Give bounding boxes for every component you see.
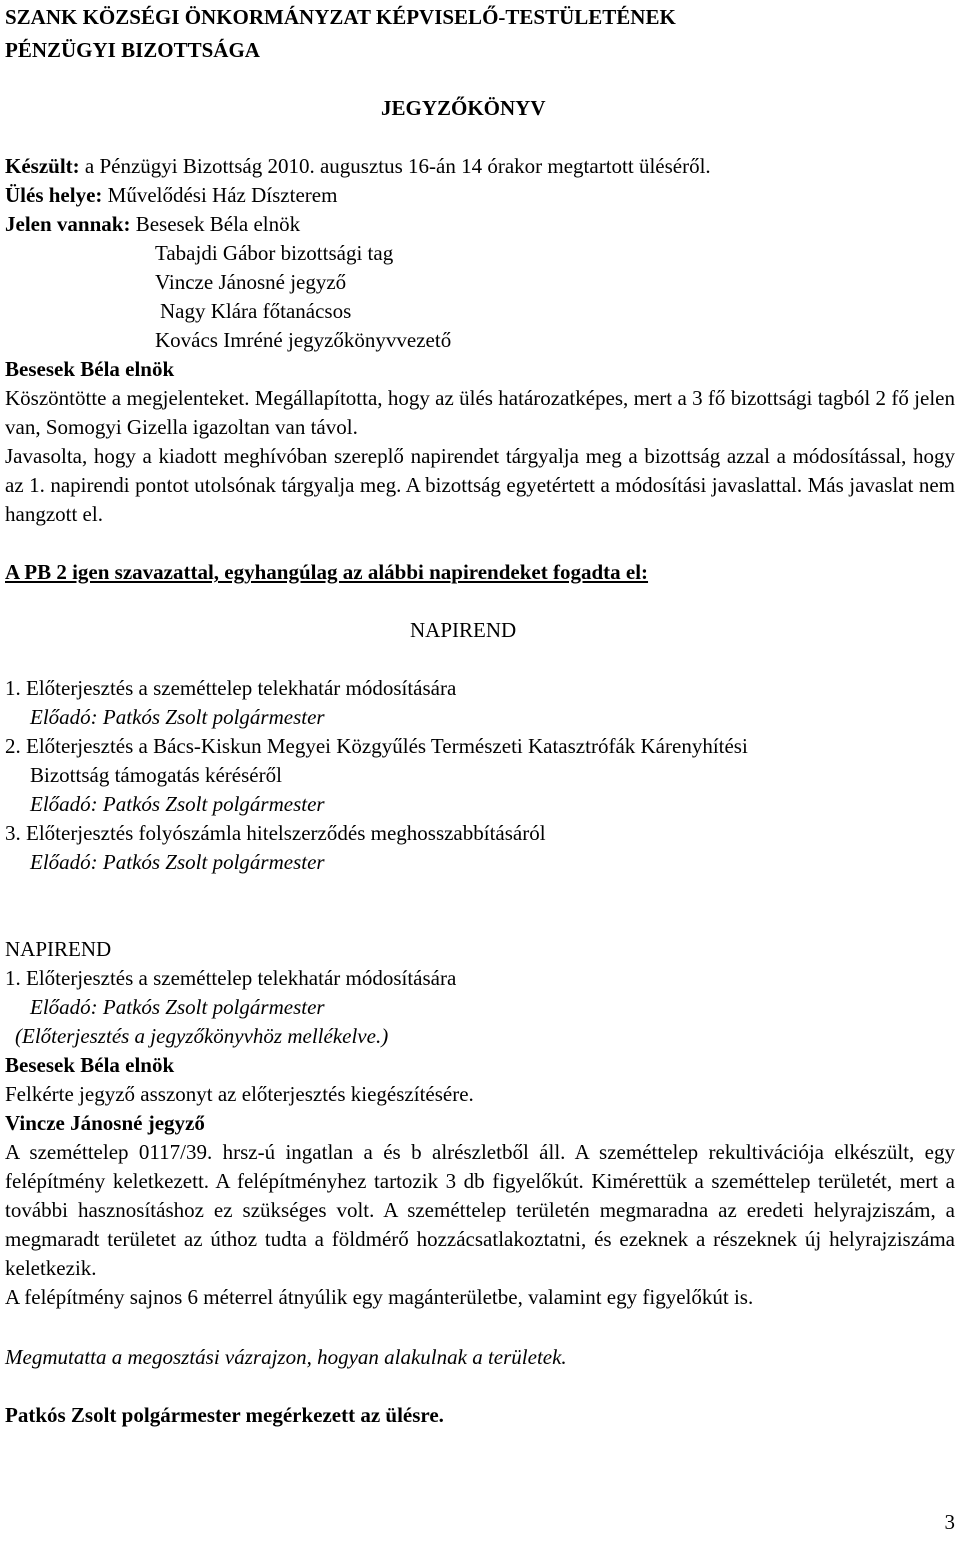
- present-member: Nagy Klára főtanácsos: [160, 299, 352, 323]
- present-member: Vincze Jánosné jegyző: [155, 270, 347, 294]
- agenda-presenter: Előadó: Patkós Zsolt polgármester: [30, 705, 325, 729]
- present-member: Tabajdi Gábor bizottsági tag: [155, 241, 394, 265]
- header-title-line1: SZANK KÖZSÉGI ÖNKORMÁNYZAT KÉPVISELŐ-TESTÜLETÉNEK: [5, 5, 676, 29]
- speaker-name: Besesek Béla elnök: [5, 1053, 175, 1077]
- speaker-name: Vincze Jánosné jegyző: [5, 1111, 205, 1135]
- present-line: [5, 210, 300, 239]
- agenda-item: 3. Előterjesztés folyószámla hitelszerződés meghosszabbításáról: [5, 821, 546, 845]
- present-label: Jelen vannak:: [5, 212, 131, 236]
- agenda-presenter: Előadó: Patkós Zsolt polgármester: [30, 792, 325, 816]
- speaker-name: Besesek Béla elnök: [5, 357, 175, 381]
- italic-note: Megmutatta a megosztási vázrajzon, hogyan alakulnak a területek.: [5, 1345, 567, 1369]
- speaker-paragraph: A szeméttelep 0117/39. hrsz-ú ingatlan a és b alrészletből áll. A szeméttelep rekultivációja elkészült, egy felépítmény keletkezett. A felépítményhez tartozik 3 db figyelőkút. Kimérettük a szeméttelep területét, mert a további hasznosításhoz ez szükséges volt. A szeméttelep területén megmaradna az eredeti helyrajziszám, a megmaradt területet az úthoz tudta a földmérő hozzácsatlakoztatni, és ezeknek a részeknek új helyrajziszáma keletkezik.: [5, 1140, 955, 1280]
- made-line: [5, 152, 711, 181]
- discussion-presenter: Előadó: Patkós Zsolt polgármester: [30, 995, 325, 1019]
- resolution-line: A PB 2 igen szavazattal, egyhangúlag az alábbi napirendeket fogadta el:: [5, 560, 649, 584]
- present-member: Kovács Imréné jegyzőkönyvvezető: [155, 328, 452, 352]
- doc-type-heading: JEGYZŐKÖNYV: [381, 96, 546, 120]
- agenda-presenter: Előadó: Patkós Zsolt polgármester: [30, 850, 325, 874]
- attachment-note: (Előterjesztés a jegyzőkönyvhöz mellékelve.): [15, 1024, 389, 1048]
- agenda-heading: NAPIREND: [410, 618, 517, 642]
- present-first: Besesek Béla elnök: [130, 212, 301, 236]
- agenda-item-continuation: Bizottság támogatás kéréséről: [30, 763, 282, 787]
- opening-paragraph: Köszöntötte a megjelenteket. Megállapította, hogy az ülés határozatképes, mert a 3 fő bizottsági tagból 2 fő jelen van, Somogyi Gizella igazoltan van távol.: [5, 386, 955, 439]
- discussion-item: 1. Előterjesztés a szeméttelep telekhatár módosítására: [5, 966, 457, 990]
- header-title-line2: PÉNZÜGYI BIZOTTSÁGA: [5, 38, 260, 62]
- place-value: Művelődési Ház Díszterem: [102, 183, 338, 207]
- speaker-text: Felkérte jegyző asszonyt az előterjesztés kiegészítésére.: [5, 1082, 474, 1106]
- made-label: Készült:: [5, 154, 80, 178]
- arrival-note: Patkós Zsolt polgármester megérkezett az ülésre.: [5, 1403, 444, 1427]
- agenda-item: 2. Előterjesztés a Bács-Kiskun Megyei Közgyűlés Természeti Katasztrófák Kárenyhítési: [5, 734, 748, 758]
- page-number: 3: [944, 1510, 955, 1534]
- speaker-paragraph: A felépítmény sajnos 6 méterrel átnyúlik egy magánterületbe, valamint egy figyelőkút is.: [5, 1285, 754, 1309]
- place-line: [5, 181, 337, 210]
- opening-paragraph: Javasolta, hogy a kiadott meghívóban szereplő napirendet tárgyalja meg a bizottság azzal a módosítással, hogy az 1. napirendi pontot utolsónak tárgyalja meg. A bizottság egyetértett a módosítási javaslattal. Más javaslat nem hangzott el.: [5, 444, 955, 526]
- place-label: Ülés helye:: [5, 183, 103, 207]
- made-value: a Pénzügyi Bizottság 2010. augusztus 16-án 14 órakor megtartott üléséről.: [79, 154, 711, 178]
- discussion-heading: NAPIREND: [5, 937, 112, 961]
- agenda-item: 1. Előterjesztés a szeméttelep telekhatár módosítására: [5, 676, 457, 700]
